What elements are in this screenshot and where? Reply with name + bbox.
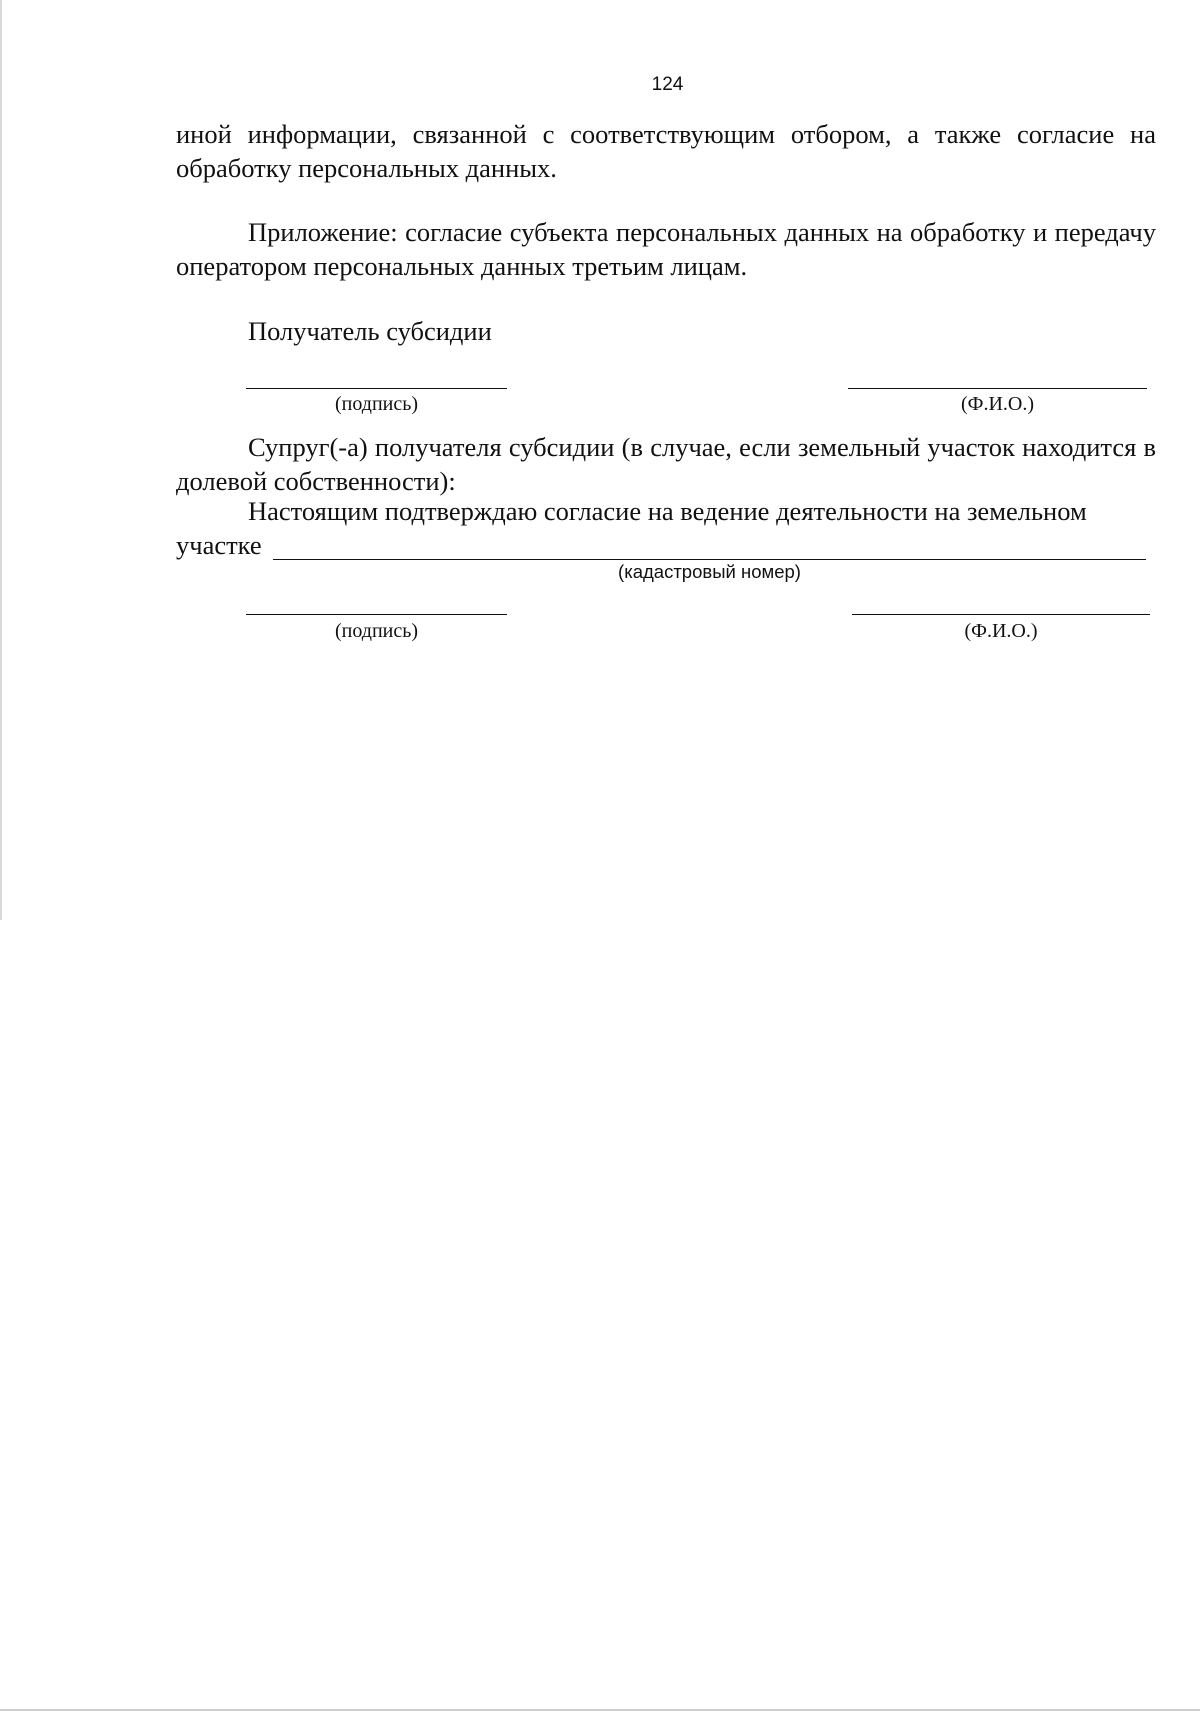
scan-edge-left: [0, 0, 2, 920]
spouse-name-line: [852, 614, 1150, 615]
page-number: 124: [651, 74, 684, 95]
spouse-name-caption: (Ф.И.О.): [964, 620, 1038, 642]
spouse-paragraph: Супруг(-а) получателя субсидии (в случае, если земельный участок находится в долевой собственности):: [176, 432, 1156, 496]
cadastral-number-line: [273, 559, 1146, 560]
continuation-paragraph: иной информации, связанной с соответствующим отбором, а также согласие на обработку персональных данных.: [176, 119, 1156, 183]
recipient-name-line: [848, 388, 1147, 389]
recipient-signature-caption: (подпись): [334, 393, 419, 415]
scan-edge-bottom: [0, 1709, 1200, 1711]
attachment-paragraph: Приложение: согласие субъекта персональных данных на обработку и передачу оператором персональных данных третьим лицам.: [176, 217, 1156, 281]
plot-label: участке: [176, 530, 262, 560]
recipient-name-caption: (Ф.И.О.): [960, 393, 1034, 415]
spouse-signature-caption: (подпись): [334, 620, 419, 642]
recipient-heading: Получатель субсидии: [248, 316, 492, 346]
consent-paragraph: Настоящим подтверждаю согласие на ведение деятельности на земельном: [248, 496, 1087, 526]
recipient-signature-line: [246, 388, 507, 389]
cadastral-caption: (кадастровый номер): [618, 561, 801, 582]
spouse-signature-line: [246, 614, 507, 615]
